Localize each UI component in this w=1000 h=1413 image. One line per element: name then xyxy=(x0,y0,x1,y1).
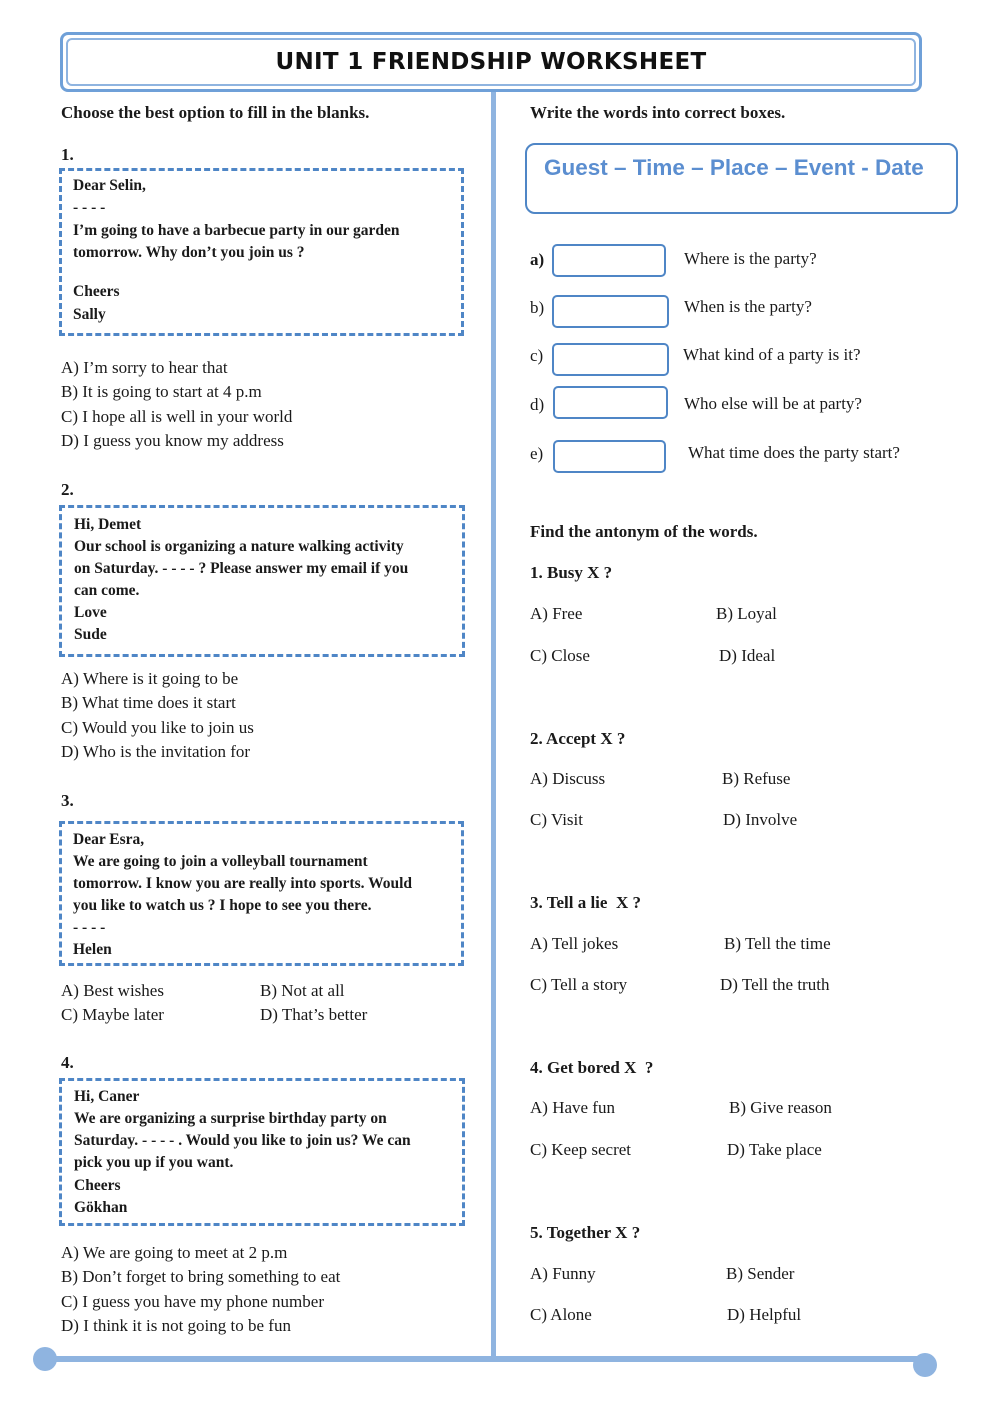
answer-box-b[interactable] xyxy=(552,295,669,328)
antonym-2-option-d[interactable]: D) Involve xyxy=(723,810,798,829)
q3-option-c[interactable]: C) Maybe later xyxy=(61,1005,164,1024)
column-divider xyxy=(491,92,496,1360)
q4-letter-line: Saturday. - - - - . Would you like to join us? We can xyxy=(74,1132,411,1149)
q3-letter-line: We are going to join a volleyball tournament xyxy=(73,853,368,870)
antonym-1-option-c[interactable]: C) Close xyxy=(530,646,590,665)
q2-letter-line: on Saturday. - - - - ? Please answer my email if you xyxy=(74,560,409,577)
q4-letter-line: We are organizing a surprise birthday party on xyxy=(74,1110,387,1127)
right-instruction-antonyms: Find the antonym of the words. xyxy=(530,522,758,541)
antonym-4-option-b[interactable]: B) Give reason xyxy=(729,1098,832,1117)
q4-letter-greeting: Hi, Caner xyxy=(74,1088,140,1105)
antonym-2-option-b[interactable]: B) Refuse xyxy=(722,769,791,788)
q3-letter-greeting: Dear Esra, xyxy=(73,831,145,848)
q1-letter-closing: Cheers xyxy=(73,283,120,300)
box-b-label: b) xyxy=(530,298,545,317)
q1-letter-signature: Sally xyxy=(73,306,106,323)
q4-option-d[interactable]: D) I think it is not going to be fun xyxy=(61,1316,291,1335)
box-b-question: When is the party? xyxy=(684,297,812,316)
antonym-4-question: 4. Get bored X ? xyxy=(530,1058,654,1077)
q1-option-c[interactable]: C) I hope all is well in your world xyxy=(61,407,293,426)
antonym-3-option-b[interactable]: B) Tell the time xyxy=(724,934,831,953)
antonym-3-option-d[interactable]: D) Tell the truth xyxy=(720,975,830,994)
antonym-1-option-d[interactable]: D) Ideal xyxy=(719,646,776,665)
question-2-number: 2. xyxy=(61,480,74,499)
antonym-5-question: 5. Together X ? xyxy=(530,1223,641,1242)
question-3-number: 3. xyxy=(61,791,74,810)
antonym-4-option-d[interactable]: D) Take place xyxy=(727,1140,822,1159)
answer-box-c[interactable] xyxy=(552,343,669,376)
antonym-1-question: 1. Busy X ? xyxy=(530,563,613,582)
box-e-label: e) xyxy=(530,444,544,463)
q4-letter-closing: Cheers xyxy=(74,1177,121,1194)
left-instruction: Choose the best option to fill in the blanks. xyxy=(61,103,370,122)
q2-option-a[interactable]: A) Where is it going to be xyxy=(61,669,239,688)
box-c-label: c) xyxy=(530,346,544,365)
antonym-5-option-a[interactable]: A) Funny xyxy=(530,1264,596,1283)
q1-letter-blank: - - - - xyxy=(73,199,106,216)
q1-option-a[interactable]: A) I’m sorry to hear that xyxy=(61,358,228,377)
answer-box-a[interactable] xyxy=(552,244,666,277)
word-bank: Guest – Time – Place – Event - Date xyxy=(525,143,958,214)
right-instruction-words: Write the words into correct boxes. xyxy=(530,103,786,122)
q3-letter-line: tomorrow. I know you are really into sports. Would xyxy=(73,875,413,892)
antonym-5-option-b[interactable]: B) Sender xyxy=(726,1264,795,1283)
antonym-2-question: 2. Accept X ? xyxy=(530,729,626,748)
antonym-2-option-a[interactable]: A) Discuss xyxy=(530,769,606,788)
q2-letter-closing: Love xyxy=(74,604,107,621)
q2-letter-greeting: Hi, Demet xyxy=(74,516,142,533)
antonym-1-option-b[interactable]: B) Loyal xyxy=(716,604,777,623)
box-d-question: Who else will be at party? xyxy=(684,394,862,413)
q1-letter-greeting: Dear Selin, xyxy=(73,177,146,194)
q1-option-d[interactable]: D) I guess you know my address xyxy=(61,431,284,450)
question-1-number: 1. xyxy=(61,145,74,164)
q4-option-a[interactable]: A) We are going to meet at 2 p.m xyxy=(61,1243,288,1262)
antonym-4-option-a[interactable]: A) Have fun xyxy=(530,1098,615,1117)
q3-option-b[interactable]: B) Not at all xyxy=(260,981,345,1000)
q2-option-d[interactable]: D) Who is the invitation for xyxy=(61,742,251,761)
antonym-4-option-c[interactable]: C) Keep secret xyxy=(530,1140,632,1159)
question-4-number: 4. xyxy=(61,1053,74,1072)
answer-box-d[interactable] xyxy=(553,386,668,419)
q1-letter-line: I’m going to have a barbecue party in our garden xyxy=(73,222,400,239)
antonym-2-option-c[interactable]: C) Visit xyxy=(530,810,583,829)
q3-letter-blank: - - - - xyxy=(73,919,106,936)
bottom-rule-right-dot xyxy=(913,1353,937,1377)
q1-letter-line: tomorrow. Why don’t you join us ? xyxy=(73,244,305,261)
q4-option-c[interactable]: C) I guess you have my phone number xyxy=(61,1292,324,1311)
box-a-label: a) xyxy=(530,250,545,269)
box-a-question: Where is the party? xyxy=(684,249,817,268)
answer-box-e[interactable] xyxy=(553,440,666,473)
q2-letter-line: Our school is organizing a nature walking activity xyxy=(74,538,404,555)
q3-option-d[interactable]: D) That’s better xyxy=(260,1005,368,1024)
bottom-rule xyxy=(45,1356,925,1362)
page-title: UNIT 1 FRIENDSHIP WORKSHEET xyxy=(66,38,916,86)
antonym-5-option-d[interactable]: D) Helpful xyxy=(727,1305,802,1324)
antonym-3-option-c[interactable]: C) Tell a story xyxy=(530,975,628,994)
antonym-1-option-a[interactable]: A) Free xyxy=(530,604,583,623)
q4-letter-signature: Gökhan xyxy=(74,1199,128,1216)
q2-letter-signature: Sude xyxy=(74,626,107,643)
antonym-3-question: 3. Tell a lie X ? xyxy=(530,893,641,912)
q3-letter-signature: Helen xyxy=(73,941,112,958)
antonym-3-option-a[interactable]: A) Tell jokes xyxy=(530,934,619,953)
q4-option-b[interactable]: B) Don’t forget to bring something to eat xyxy=(61,1267,341,1286)
bottom-rule-left-dot xyxy=(33,1347,57,1371)
q2-letter-line: can come. xyxy=(74,582,140,599)
q2-option-b[interactable]: B) What time does it start xyxy=(61,693,236,712)
q1-option-b[interactable]: B) It is going to start at 4 p.m xyxy=(61,382,262,401)
q3-letter-line: you like to watch us ? I hope to see you there. xyxy=(73,897,372,914)
q3-option-a[interactable]: A) Best wishes xyxy=(61,981,164,1000)
q4-letter-line: pick you up if you want. xyxy=(74,1154,234,1171)
q2-option-c[interactable]: C) Would you like to join us xyxy=(61,718,254,737)
box-e-question: What time does the party start? xyxy=(688,443,900,462)
box-d-label: d) xyxy=(530,395,545,414)
box-c-question: What kind of a party is it? xyxy=(683,345,861,364)
antonym-5-option-c[interactable]: C) Alone xyxy=(530,1305,592,1324)
